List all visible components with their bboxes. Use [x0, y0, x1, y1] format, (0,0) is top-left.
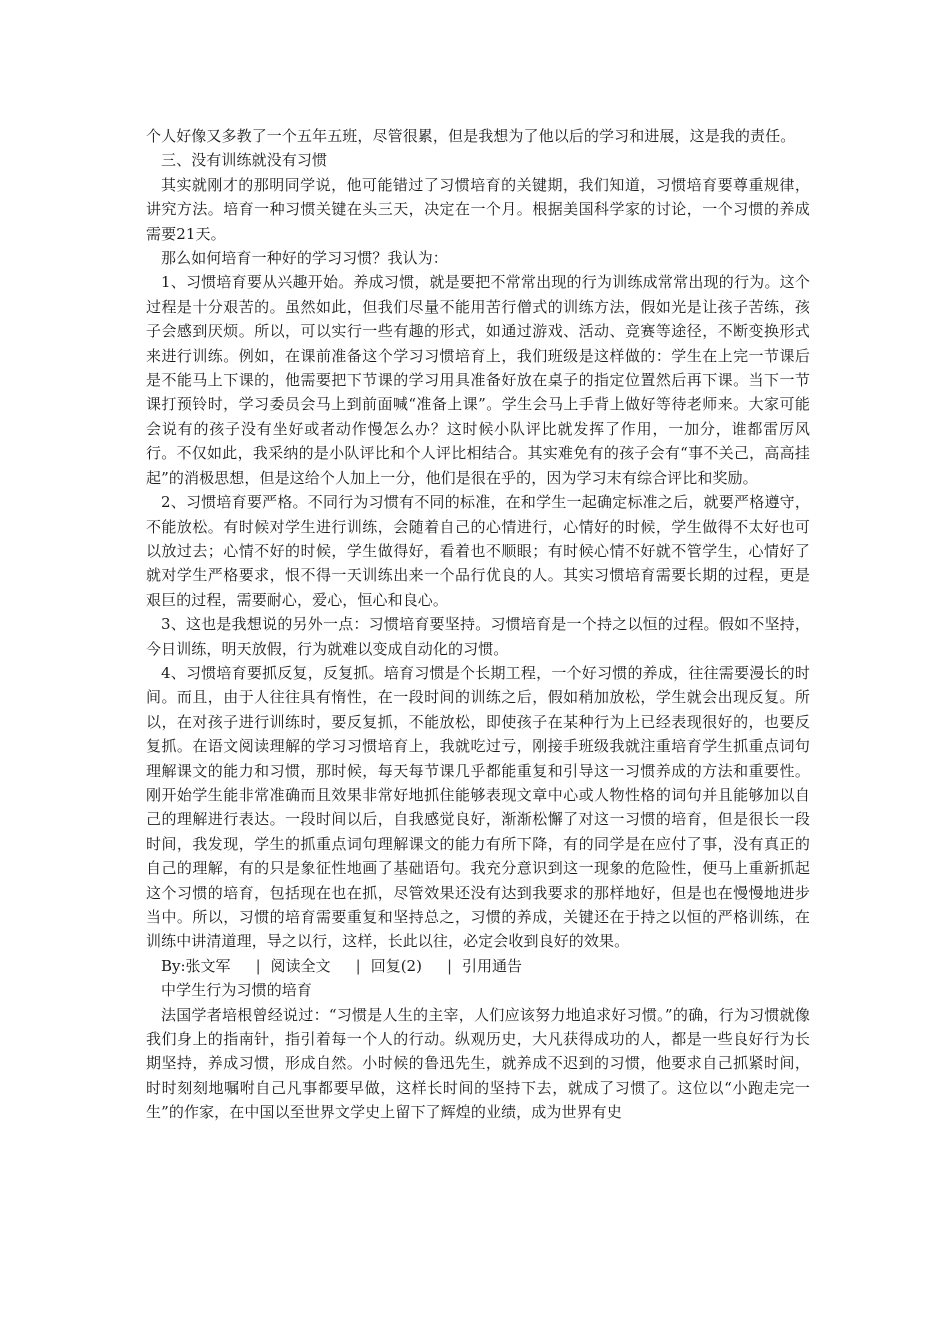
point-4-paragraph: 4、习惯培育要抓反复，反复抓。培育习惯是个长期工程，一个好习惯的养成，往往需要漫长的时间。而且，由于人往往具有惰性，在一段时间的训练之后，假如稍加放松，学生就会出现反复。所以，在对孩子进行训练时，要反复抓，不能放松，即使孩子在某种行为上已经表现很好的，也要反复抓。在语文阅读理解的学习习惯培育上，我就吃过亏，刚接手班级我就注重培育学生抓重点词句理解课文的能力和习惯，那时候，每天每节课几乎都能重复和引导这一习惯养成的方法和重要性。刚开始学生能非常准确而且效果非常好地抓住能够表现文章中心或人物性格的词句并且能够加以自己的理解进行表达。一段时间以后，自我感觉良好，渐渐松懈了对这一习惯的培育，但是很长一段时间，我发现，学生的抓重点词句理解课文的能力有所下降，有的同学是在应付了事，没有真正的自己的理解，有的只是象征性地画了基础语句。我充分意识到这一现象的危险性，便马上重新抓起这个习惯的培育，包括现在也在抓，尽管效果还没有达到我要求的那样地好，但是也在慢慢地进步当中。所以，习惯的培育需要重复和坚持总之，习惯的养成，关键还在于持之以恒的严格训练，在训练中讲清道理，导之以行，这样，长此以往，必定会收到良好的效果。: [146, 663, 810, 951]
point-2-paragraph: 2、习惯培育要严格。不同行为习惯有不同的标准，在和学生一起确定标准之后，就要严格遵守，不能放松。有时候对学生进行训练，会随着自己的心情进行，心情好的时候，学生做得不太好也可以放过去；心情不好的时候，学生做得好，看着也不顺眼；有时候心情不好就不管学生，心情好了就对学生严格要求，恨不得一天训练出来一个品行优良的人。其实习惯培育需要长期的过程，更是艰巨的过程，需要耐心，爱心，恒心和良心。: [146, 493, 810, 609]
point-3-paragraph: 3、这也是我想说的另外一点：习惯培育要坚持。习惯培育是一个持之以恒的过程。假如不坚持，今日训练，明天放假，行为就难以变成自动化的习惯。: [146, 615, 810, 658]
reply-link[interactable]: 回复(2): [370, 956, 422, 975]
post-byline: [146, 954, 810, 978]
byline-separator: |: [355, 956, 361, 975]
document-page: [146, 124, 810, 1125]
article-2-paragraph: 法国学者培根曾经说过：“习惯是人生的主宰，人们应该努力地追求好习惯。”的确，行为习惯就像我们身上的指南针，指引着每一个人的行动。纵观历史，大凡获得成功的人，都是一些良好行为长期坚持，养成习惯，形成自然。小时候的鲁迅先生，就养成不迟到的习惯，他要求自己抓紧时间，时时刻刻地嘱咐自己凡事都要早做，这样长时间的坚持下去，就成了习惯了。这位以“小跑走完一生”的作家，在中国以至世界文学史上留下了辉煌的业绩，成为世界有史: [146, 1005, 810, 1122]
read-full-link[interactable]: 阅读全文: [270, 956, 331, 975]
trackback-link[interactable]: 引用通告: [462, 956, 523, 975]
author-label: By:张文军: [161, 956, 231, 975]
point-1-paragraph: 1、习惯培育要从兴趣开始。养成习惯，就是要把不常常出现的行为训练成常常出现的行为。这个过程是十分艰苦的。虽然如此，但我们尽量不能用苦行僧式的训练方法，假如光是让孩子苦练，孩子会感到厌烦。所以，可以实行一些有趣的形式，如通过游戏、活动、竞赛等途径，不断变换形式来进行训练。例如，在课前准备这个学习习惯培育上，我们班级是这样做的：学生在上完一节课后是不能马上下课的，他需要把下节课的学习用具准备好放在桌子的指定位置然后再下课。当下一节课打预铃时，学习委员会马上到前面喊“准备上课”。学生会马上手背上做好等待老师来。大家可能会说有的孩子没有坐好或者动作慢怎么办？这时候小队评比就发挥了作用，一加分，谁都雷厉风行。不仅如此，我采纳的是小队评比和个人评比相结合。其实难免有的孩子会有“事不关己，高高挂起”的消极思想，但是这给个人加上一分，他们是很在乎的，因为学习末有综合评比和奖励。: [146, 273, 810, 487]
section-heading: 三、没有训练就没有习惯: [161, 151, 328, 170]
byline-separator: |: [446, 956, 453, 975]
question-paragraph: 那么如何培育一种好的学习习惯？我认为：: [161, 249, 448, 268]
byline-separator: |: [255, 956, 261, 975]
intro-paragraph: 其实就刚才的那明同学说，他可能错过了习惯培育的关键期，我们知道，习惯培育要尊重规律，讲究方法。培育一种习惯关键在头三天，决定在一个月。根据美国科学家的讨论，一个习惯的养成需要21天。: [146, 175, 810, 243]
article-2-title: 中学生行为习惯的培育: [161, 981, 313, 1000]
continuation-paragraph: 个人好像又多教了一个五年五班，尽管很累，但是我想为了他以后的学习和进展，这是我的责任。: [146, 127, 796, 145]
